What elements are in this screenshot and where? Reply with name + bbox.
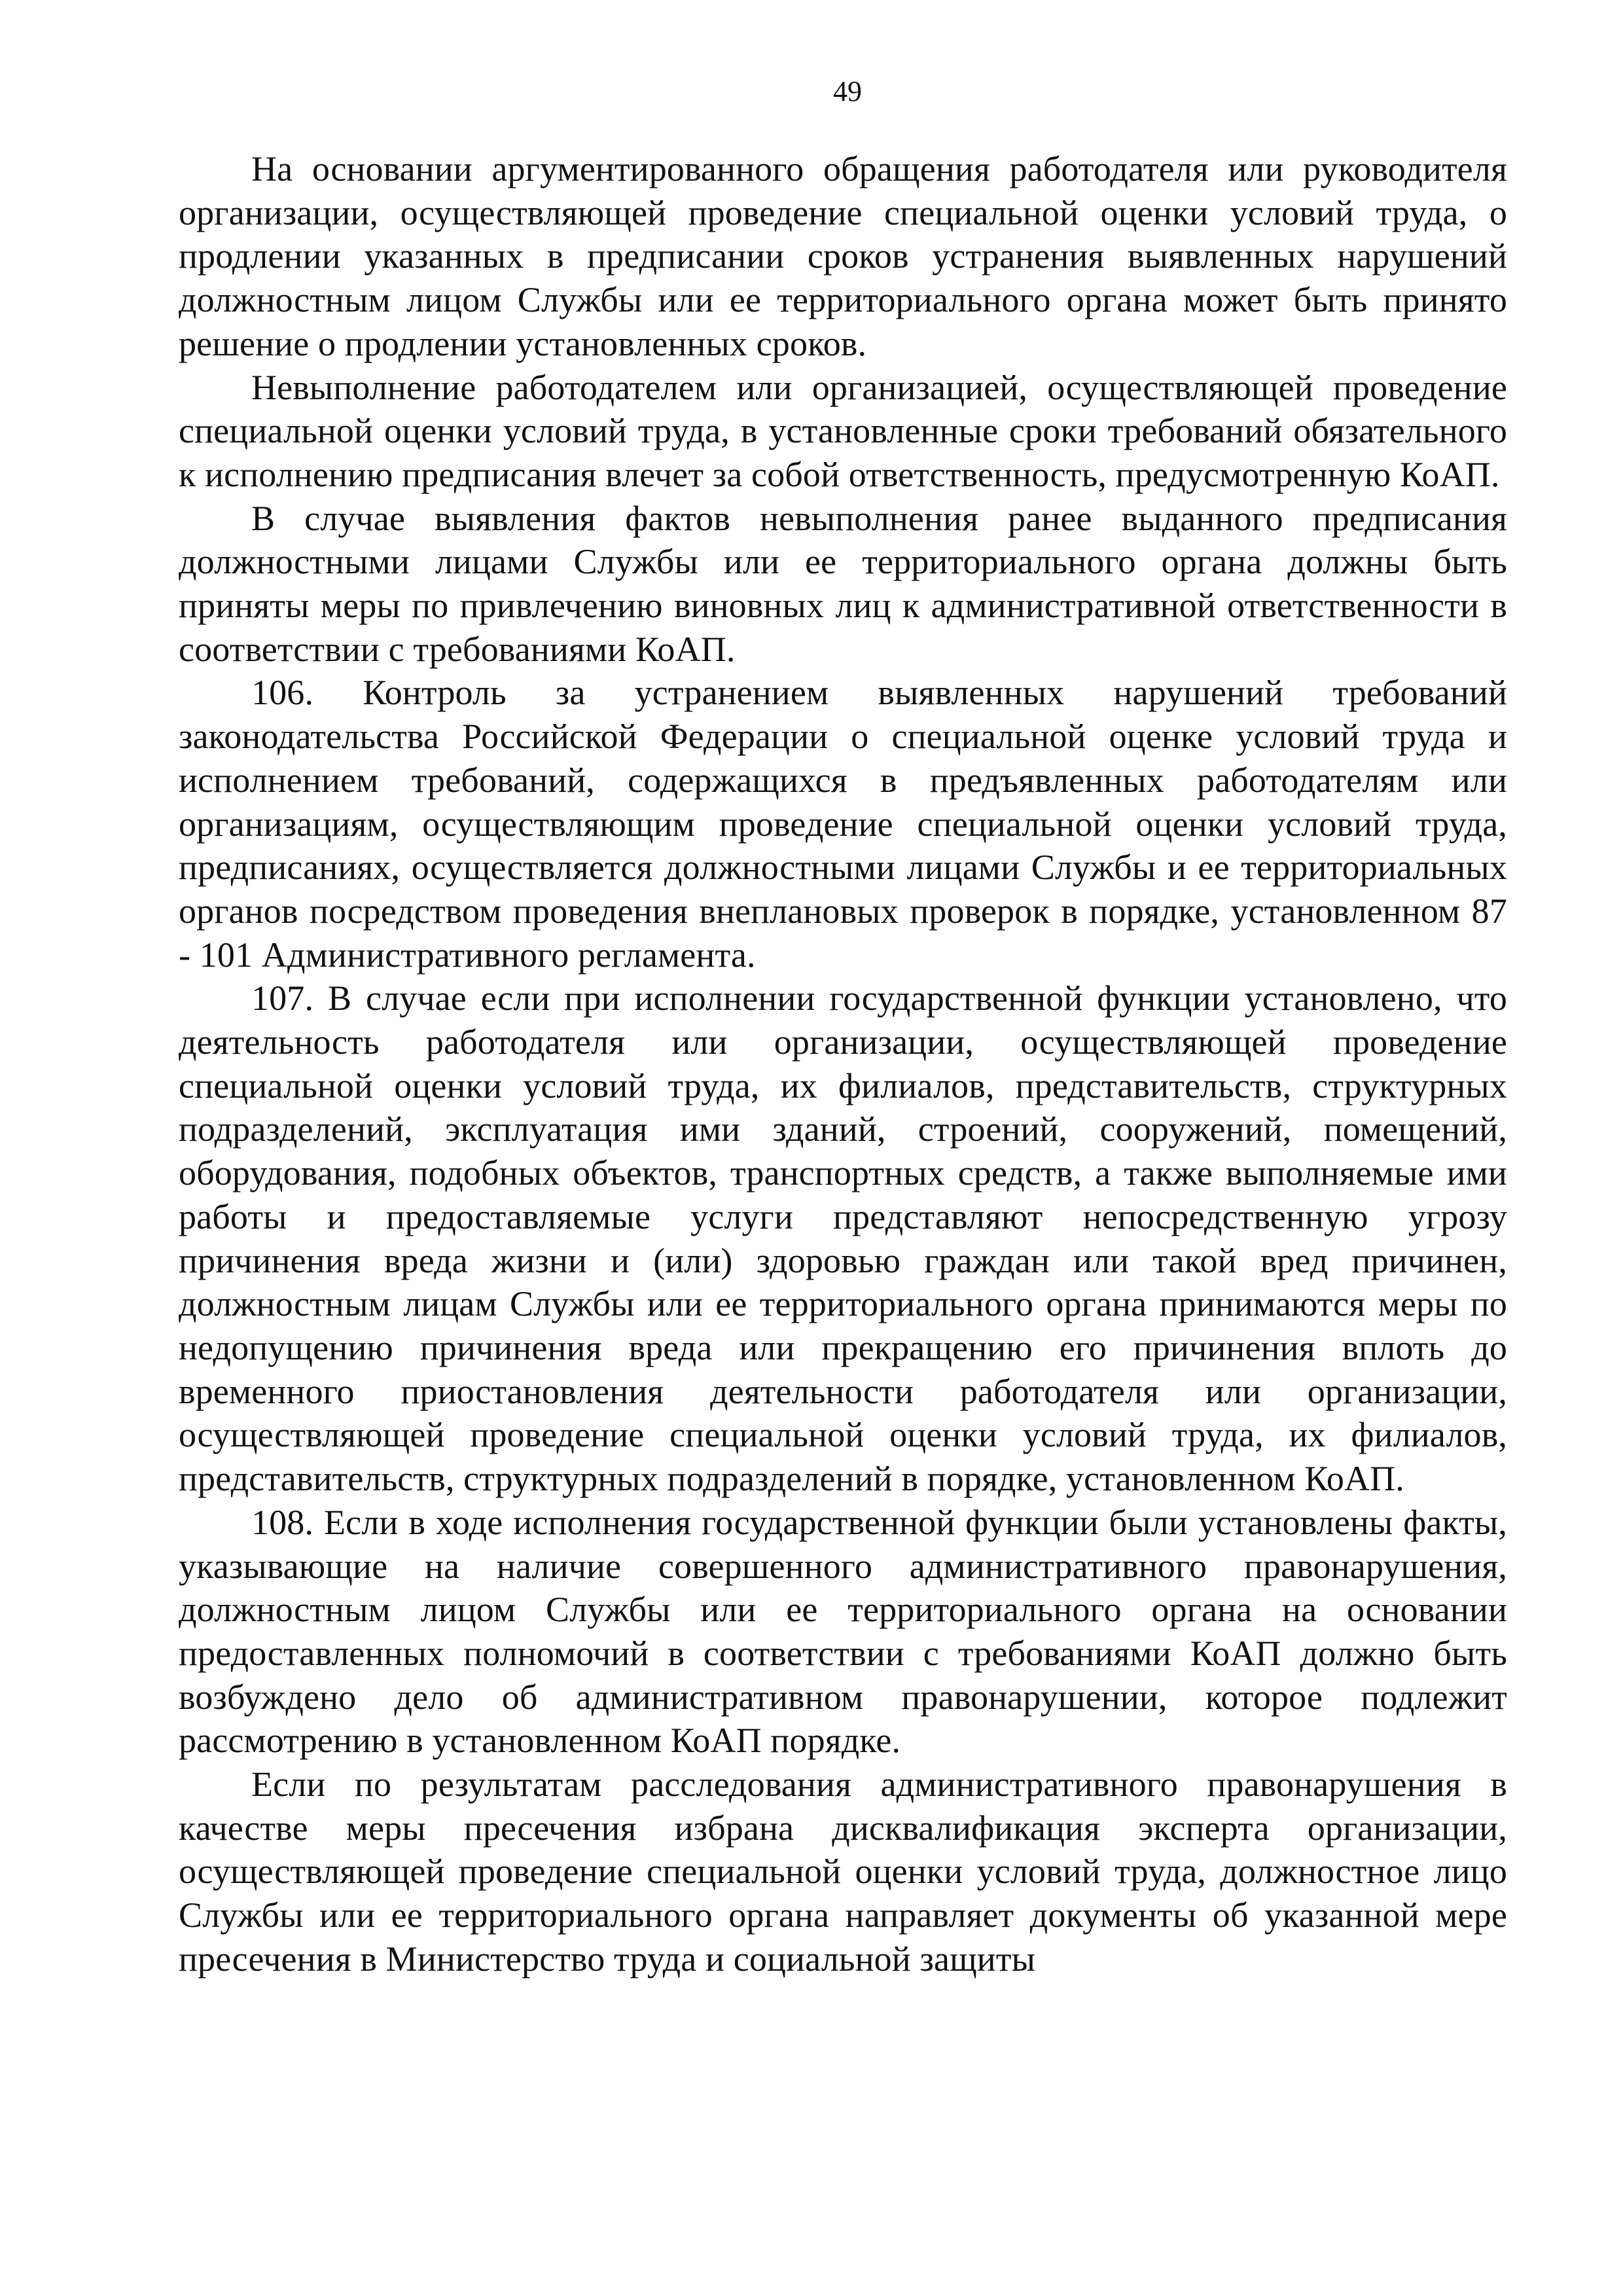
paragraph-item-106: 106. Контроль за устранением выявленных нарушений требований законодательства Российской Федерации о специальной оценке условий труда и исполнением требований, содержащихся в предъявленных работодателям или организациям, осуществляющим проведение специальной оценки условий труда, предписаниях, осуществляется должностными лицами Службы и ее территориальных органов посредством проведения внеплановых проверок в порядке, установленном 87 - 101 Административного регламента. [179,673,1507,975]
paragraph-disqualification: Если по результатам расследования административного правонарушения в качестве меры пресечения избрана дисквалификация эксперта организации, осуществляющей проведение специальной оценки условий труда, должностное лицо Службы или ее территориального органа направляет документы об указанной мере пресечения в Министерство труда и социальной защиты [179,1765,1507,1979]
paragraph-item-108: 108. Если в ходе исполнения государственной функции были установлены факты, указывающие на наличие совершенного административного правонарушения, должностным лицом Службы или ее территориального органа на основании предоставленных полномочий в соответствии с требованиями КоАП должно быть возбуждено дело об административном правонарушении, которое подлежит рассмотрению в установленном КоАП порядке. [179,1502,1507,1761]
page-number: 49 [833,75,862,107]
paragraph-item-107: 107. В случае если при исполнении государственной функции установлено, что деятельность работодателя или организации, осуществляющей проведение специальной оценки условий труда, их филиалов, представительств, структурных подразделений, эксплуатация ими зданий, строений, сооружений, помещений, оборудования, подобных объектов, транспортных средств, а также выполняемые ими работы и предоставляемые услуги представляют непосредственную угрозу причинения вреда жизни и (или) здоровью граждан или такой вред причинен, должностным лицам Службы или ее территориального органа принимаются меры по недопущению причинения вреда или прекращению его причинения вплоть до временного приостановления деятельности работодателя или организации, осуществляющей проведение специальной оценки условий труда, их филиалов, представительств, структурных подразделений в порядке, установленном КоАП. [179,978,1507,1499]
paragraph-extension-request: На основании аргументированного обращения работодателя или руководителя организации, осуществляющей проведение специальной оценки условий труда, о продлении указанных в предписании сроков устранения выявленных нарушений должностным лицом Службы или ее территориального органа может быть принято решение о продлении установленных сроков. [179,149,1507,363]
document-body [179,147,1507,1981]
paragraph-unfulfilled-order: В случае выявления фактов невыполнения ранее выданного предписания должностными лицами Службы или ее территориального органа должны быть приняты меры по привлечению виновных лиц к административной ответственности в соответствии с требованиями КоАП. [179,498,1507,669]
paragraph-noncompliance-liability: Невыполнение работодателем или организацией, осуществляющей проведение специальной оценки условий труда, в установленные сроки требований обязательного к исполнению предписания влечет за собой ответственность, предусмотренную КоАП. [179,367,1507,494]
